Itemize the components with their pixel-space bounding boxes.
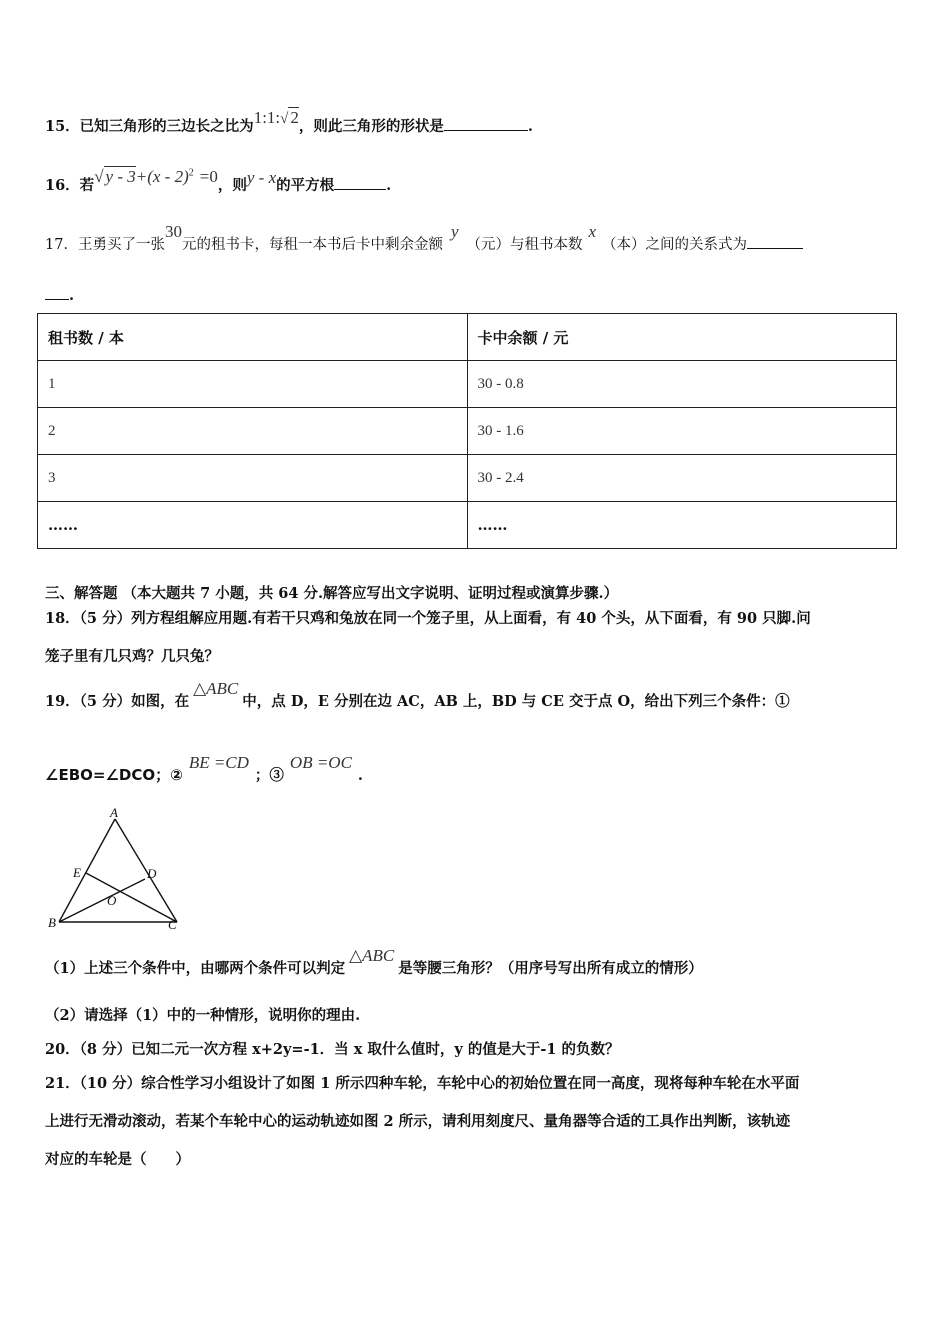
label-e: E (73, 865, 81, 880)
triangle-abc: △ABC (193, 679, 239, 698)
equation: √ y - 3+(x - 2)$^2$ =0 (94, 167, 218, 186)
question-20: 20．（8 分）已知二元一次方程 x+2y=-1．当 x 取什么值时，y 的值是大于-1 的负数？ (45, 1041, 620, 1058)
ratio-expression: 1:1:√ 2 (253, 108, 299, 127)
var-y: y (450, 222, 459, 241)
question-21-line3: 对应的车轮是（ ） (45, 1151, 190, 1168)
question-21-line1: 21．（10 分）综合性学习小组设计了如图 1 所示四种车轮，车轮中心的初始位置在同一高度，现将每种车轮在水平面 (45, 1075, 800, 1092)
table-cell: 2 (38, 408, 468, 455)
table-cell: 1 (38, 361, 468, 408)
table-cell: 30 - 1.6 (467, 408, 897, 455)
header-books: 租书数 / 本 (38, 314, 468, 361)
table-cell: …… (467, 502, 897, 549)
table-row (38, 455, 897, 502)
table-row (38, 502, 897, 549)
question-19-conditions: ∠EBO=∠DCO；②BE =CD；③OB =OC. (45, 753, 363, 784)
question-21-line2: 上进行无滑动滚动，若某个车轮中心的运动轨迹如图 2 所示，请利用刻度尺、量角器等合适的工具作出判断，该轨迹 (45, 1113, 791, 1130)
question-17: 17．王勇买了一张30元的租书卡，每租一本书后卡中剩余金额y（元）与租书本数x（本）之间的关系式为 (45, 233, 803, 254)
triangle-abc: △ABC (349, 946, 395, 965)
table-header-row (38, 314, 897, 361)
label-a: A (110, 805, 118, 820)
label-b: B (48, 915, 56, 930)
table-cell: 3 (38, 455, 468, 502)
question-19-part1: （1）上述三个条件中，由哪两个条件可以判定△ABC是等腰三角形？（用序号写出所有成立的情形） (45, 946, 703, 977)
answer-blank (334, 175, 386, 190)
label-d: D (147, 866, 157, 881)
question-15: 15．已知三角形的三边长之比为1:1:√ 2，则此三角形的形状是 . (45, 108, 533, 135)
question-16: 16．若√ y - 3+(x - 2)$^2$ =0，则y - x的平方根 . (45, 167, 392, 194)
table-cell: 30 - 2.4 (467, 455, 897, 502)
question-17-blank-end: . (45, 285, 74, 304)
condition-3: OB =OC (289, 753, 352, 772)
label-o: O (107, 893, 117, 908)
table-row (38, 361, 897, 408)
table-row (38, 408, 897, 455)
question-18-line2: 笼子里有几只鸡？几只兔？ (45, 648, 219, 665)
answer-blank (747, 234, 803, 249)
table-cell: …… (38, 502, 468, 549)
amount-30: 30 (164, 222, 182, 241)
condition-1: ∠EBO=∠DCO；② (45, 766, 183, 784)
triangle-figure (40, 805, 190, 935)
rental-table (37, 313, 897, 549)
label-c: C (168, 917, 177, 932)
question-19-part2: （2）请选择（1）中的一种情形，说明你的理由. (45, 1007, 361, 1024)
section-heading: 三、解答题 （本大题共 7 小题，共 64 分.解答应写出文字说明、证明过程或演算步骤.） (45, 585, 619, 602)
expression-y-minus-x: y - x (246, 168, 277, 187)
answer-blank (444, 116, 528, 131)
condition-2: BE =CD (188, 753, 249, 772)
table-cell: 30 - 0.8 (467, 361, 897, 408)
header-balance: 卡中余额 / 元 (467, 314, 897, 361)
var-x: x (588, 222, 597, 241)
question-19: 19．（5 分）如图，在△ABC中，点 D，E 分别在边 AC，AB 上，BD 与 CE 交于点 O，给出下列三个条件：① (45, 679, 790, 710)
question-18-line1: 18．（5 分）列方程组解应用题.有若干只鸡和兔放在同一个笼子里，从上面看，有 40 个头，从下面看，有 90 只脚.问 (45, 610, 811, 627)
